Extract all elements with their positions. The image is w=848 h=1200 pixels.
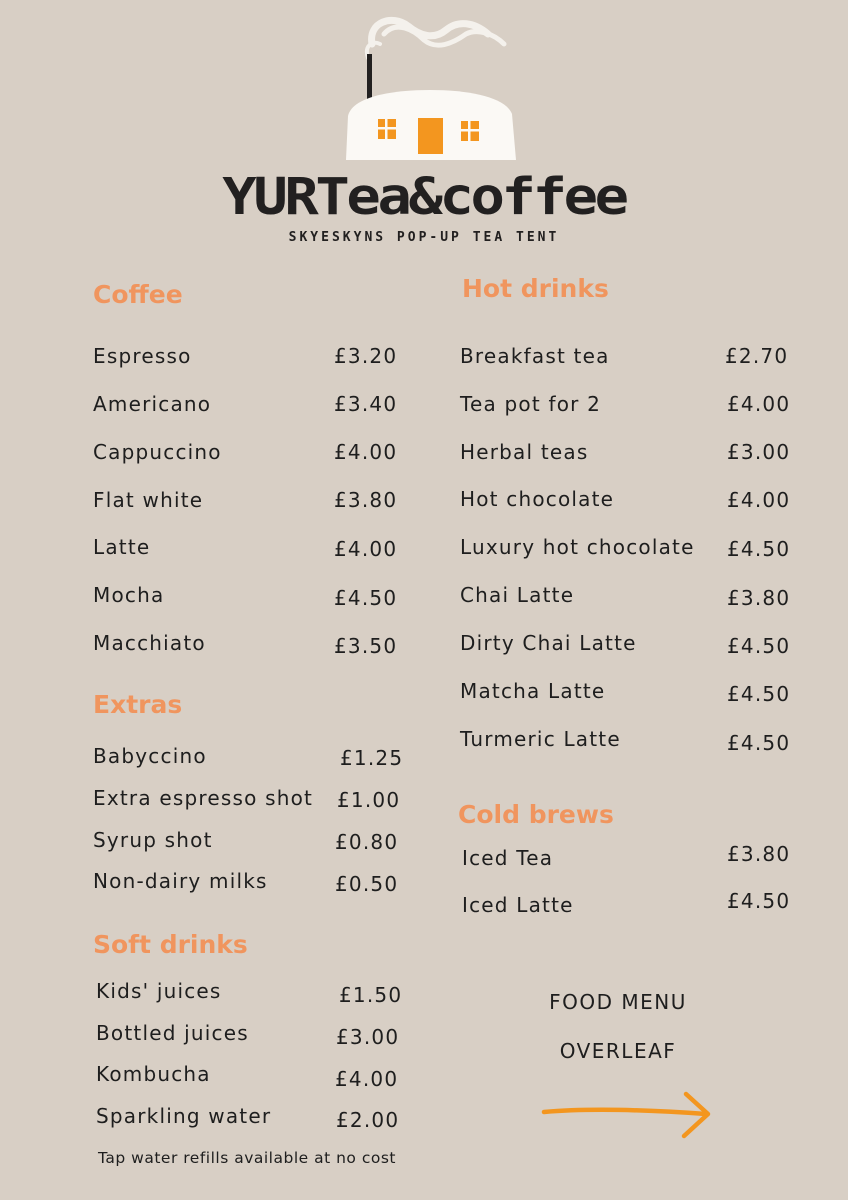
menu-item-name: Breakfast tea — [460, 344, 610, 368]
menu-item-price: £4.50 — [727, 731, 791, 755]
menu-item-price: £3.00 — [727, 440, 791, 464]
menu-item-price: £4.00 — [334, 440, 398, 464]
menu-item-name: Dirty Chai Latte — [460, 631, 637, 655]
menu-item-price: £3.20 — [334, 344, 398, 368]
menu-item-name: Iced Tea — [462, 846, 554, 870]
menu-item-price: £3.80 — [334, 488, 398, 512]
menu-item-price: £4.50 — [727, 682, 791, 706]
menu-item-price: £4.50 — [727, 634, 791, 658]
menu-item-price: £3.80 — [727, 586, 791, 610]
menu-item-name: Luxury hot chocolate — [460, 535, 695, 559]
overleaf-label: OVERLEAF — [559, 1039, 677, 1063]
menu-item-name: Kids' juices — [96, 979, 222, 1003]
menu-item-name: Babyccino — [93, 744, 207, 768]
yurt-window-right-icon — [461, 121, 479, 141]
menu-item-name: Macchiato — [93, 631, 206, 655]
menu-item-name: Espresso — [93, 344, 192, 368]
menu-item-price: £4.50 — [727, 889, 791, 913]
menu-item-price: £3.80 — [727, 842, 791, 866]
tap-water-note: Tap water refills available at no cost — [98, 1149, 396, 1167]
menu-item-name: Non-dairy milks — [93, 869, 268, 893]
menu-item-name: Turmeric Latte — [460, 727, 621, 751]
food-menu-label: FOOD MENU — [549, 990, 687, 1014]
menu-item-name: Extra espresso shot — [93, 786, 314, 810]
menu-item-price: £2.70 — [725, 344, 789, 368]
menu-item-name: Hot chocolate — [460, 487, 615, 511]
chimney-smoke-icon — [367, 20, 504, 58]
menu-item-name: Kombucha — [96, 1062, 211, 1086]
menu-item-name: Sparkling water — [96, 1104, 272, 1128]
menu-item-name: Latte — [93, 535, 151, 559]
menu-item-price: £4.50 — [727, 537, 791, 561]
menu-item-price: £3.50 — [334, 634, 398, 658]
section-title-soft-drinks: Soft drinks — [93, 930, 248, 959]
right-arrow-icon — [540, 1086, 715, 1142]
menu-item-name: Bottled juices — [96, 1021, 249, 1045]
yurt-door-icon — [418, 118, 443, 154]
yurt-window-left-icon — [378, 119, 396, 139]
menu-item-price: £1.25 — [340, 746, 404, 770]
menu-item-price: £3.00 — [336, 1025, 400, 1049]
menu-item-name: Americano — [93, 392, 212, 416]
brand-tagline: SKYESKYNS POP-UP TEA TENT — [288, 230, 560, 245]
menu-item-price: £4.00 — [335, 1067, 399, 1091]
menu-item-name: Syrup shot — [93, 828, 213, 852]
menu-item-name: Iced Latte — [462, 893, 574, 917]
menu-item-price: £0.50 — [335, 872, 399, 896]
menu-item-price: £4.00 — [727, 392, 791, 416]
menu-item-name: Chai Latte — [460, 583, 575, 607]
menu-item-price: £1.50 — [339, 983, 403, 1007]
menu-item-name: Tea pot for 2 — [460, 392, 602, 416]
menu-item-price: £4.00 — [727, 488, 791, 512]
menu-item-price: £2.00 — [336, 1108, 400, 1132]
menu-item-name: Matcha Latte — [460, 679, 606, 703]
section-title-cold-brews: Cold brews — [458, 800, 614, 829]
menu-item-name: Flat white — [93, 488, 204, 512]
menu-item-name: Herbal teas — [460, 440, 589, 464]
section-title-coffee: Coffee — [93, 280, 183, 309]
brand-name: YURTea&coffee — [222, 168, 626, 227]
menu-item-price: £4.00 — [334, 537, 398, 561]
menu-item-price: £3.40 — [334, 392, 398, 416]
menu-item-name: Mocha — [93, 583, 165, 607]
section-title-hot-drinks: Hot drinks — [462, 274, 609, 303]
menu-item-price: £4.50 — [334, 586, 398, 610]
menu-item-price: £1.00 — [337, 788, 401, 812]
menu-item-price: £0.80 — [335, 830, 399, 854]
section-title-extras: Extras — [93, 690, 183, 719]
menu-item-name: Cappuccino — [93, 440, 222, 464]
